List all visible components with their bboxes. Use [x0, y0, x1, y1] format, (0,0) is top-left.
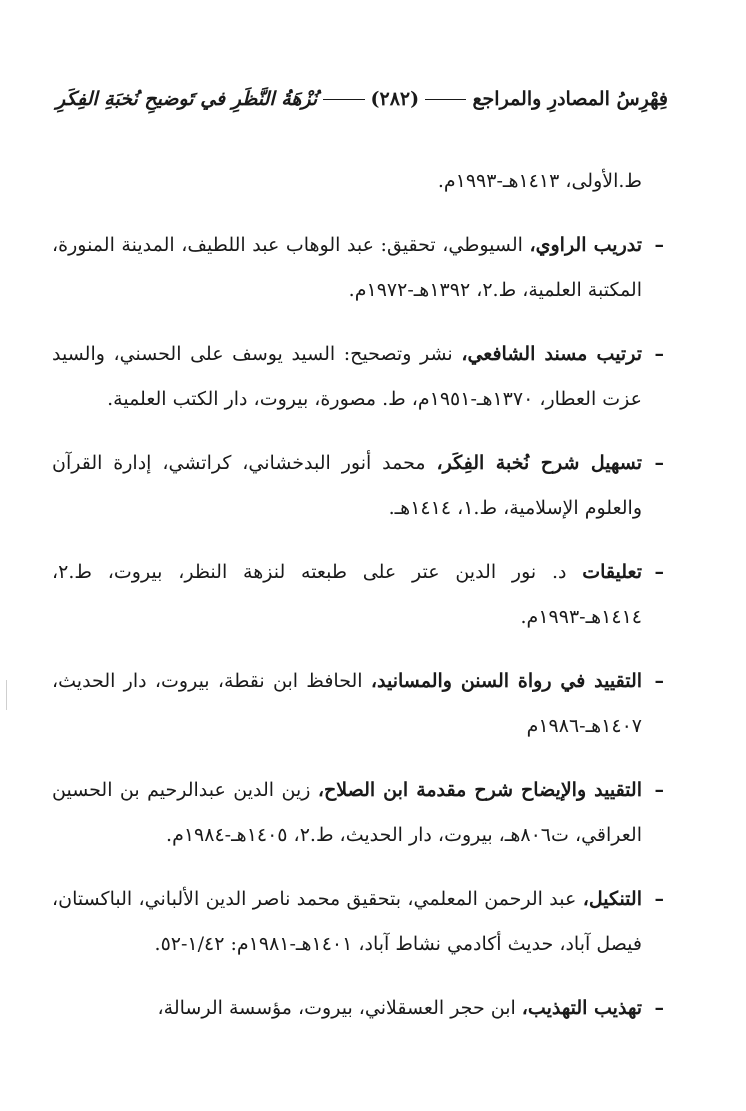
entry-dash: – — [654, 561, 664, 583]
bibliography-entry — [52, 986, 664, 1031]
entry-title: ترتيب مسند الشافعي، — [461, 343, 642, 365]
entry-text: د. نور الدين عتر على طبعته لنزهة النظر، بيروت، ط.٢، ١٤١٤هـ-١٩٩٣م. — [52, 561, 642, 628]
entry-text: ابن حجر العسقلاني، بيروت، مؤسسة الرسالة، — [157, 997, 522, 1019]
entry-text: عبد الرحمن المعلمي، بتحقيق محمد ناصر الدين الألباني، الباكستان، فيصل آباد، حديث أكادمي نشاط آباد، ١٤٠١هـ-١٩٨١م: ١/٤٢-٥٢. — [52, 888, 642, 955]
section-title: فِهْرِسُ المصادرِ والمراجع — [472, 88, 668, 110]
entry-title: التقييد والإيضاح شرح مقدمة ابن الصلاح، — [317, 779, 642, 801]
bibliography-entry — [52, 159, 664, 204]
bibliography-entry — [52, 768, 664, 858]
entry-title: تعليقات — [582, 561, 642, 583]
entry-title: تسهيل شرح نُخبة الفِكَر، — [436, 452, 642, 474]
entry-title: التقييد في رواة السنن والمسانيد، — [370, 670, 643, 692]
entry-dash: – — [654, 997, 664, 1019]
header-rule-right — [425, 99, 466, 100]
bibliography-entry — [52, 659, 664, 749]
entry-text: السيوطي، تحقيق: عبد الوهاب عبد اللطيف، المدينة المنورة، المكتبة العلمية، ط.٢، ١٣٩٢هـ-١٩٧٢م. — [52, 234, 642, 301]
entry-dash: – — [654, 888, 664, 910]
entry-text: نشر وتصحيح: السيد يوسف على الحسني، والسيد عزت العطار، ١٣٧٠هـ-١٩٥١م، ط. مصورة، بيروت، دار الكتب العلمية. — [52, 343, 642, 410]
entry-title: تهذيب التهذيب، — [521, 997, 642, 1019]
entry-text: زين الدين عبدالرحيم بن الحسين العراقي، ت٨٠٦هـ، بيروت، دار الحديث، ط.٢، ١٤٠٥هـ-١٩٨٤م. — [52, 779, 642, 846]
bibliography-entry — [52, 441, 664, 531]
entry-dash: – — [654, 234, 665, 256]
entry-dash: – — [654, 670, 665, 692]
entry-title: التنكيل، — [582, 888, 642, 910]
entry-text: محمد أنور البدخشاني، كراتشي، إدارة القرآن والعلوم الإسلامية، ط.١، ١٤١٤هـ. — [52, 452, 642, 519]
running-header — [56, 88, 668, 110]
bibliography-entry — [52, 332, 664, 422]
bibliography-entry — [52, 550, 664, 640]
margin-mark — [6, 680, 11, 710]
entry-dash: – — [654, 779, 664, 801]
bibliography-entry — [52, 877, 664, 967]
entry-title: تدريب الراوي، — [529, 234, 643, 256]
header-rule-left — [323, 99, 364, 100]
entry-dash: – — [654, 343, 664, 365]
bibliography-entry — [52, 223, 664, 313]
entry-text: ط.الأولى، ١٤١٣هـ-١٩٩٣م. — [437, 170, 642, 192]
bibliography-list — [52, 140, 664, 1034]
entry-text: الحافظ ابن نقطة، بيروت، دار الحديث، ١٤٠٧هـ-١٩٨٦م — [52, 670, 642, 737]
book-title: نُزْهَةُ النَّظَرِ في تَوضيحِ نُخبَةِ الفِكَرِ — [56, 88, 318, 110]
entry-dash: – — [654, 452, 664, 474]
page-number: (٢٨٢) — [370, 88, 420, 110]
